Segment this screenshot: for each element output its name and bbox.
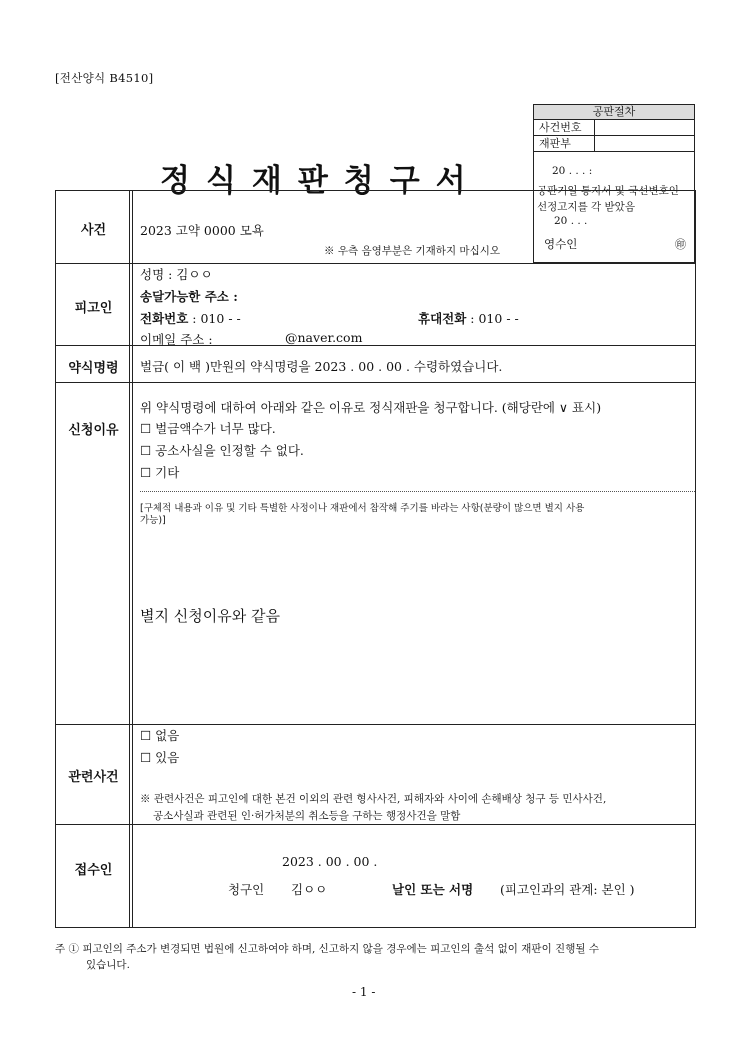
reason-option-3[interactable]: ☐ 기타 bbox=[140, 465, 180, 480]
reason-label: 신청이유 bbox=[68, 423, 119, 438]
case-value: 2023 고약 0000 모욕 bbox=[140, 223, 264, 238]
related-note-line-2: 공소사실과 관련된 인·허가처분의 취소등을 구하는 행정사건을 말함 bbox=[153, 810, 461, 822]
trial-division-row bbox=[534, 136, 694, 152]
detail-hint-line-1: [구체적 내용과 이유 및 기타 특별한 사정이나 재판에서 참작해 주기를 바라는 사항(분량이 많으면 별지 사용 bbox=[140, 503, 585, 514]
mobile-field bbox=[418, 309, 519, 327]
form-code: [전산양식 B4510] bbox=[55, 71, 154, 85]
seal-mark: ㊞ bbox=[675, 238, 686, 251]
receipt-label: 접수인 bbox=[74, 863, 113, 878]
reason-option-1[interactable]: ☐ 벌금액수가 너무 많다. bbox=[140, 421, 276, 436]
page-title: 정식재판청구서 bbox=[160, 163, 482, 199]
reason-intro: 위 약식명령에 대하여 아래와 같은 이유로 정식재판을 청구합니다. (해당란에 ∨ 표시) bbox=[140, 400, 602, 415]
sign-label: 날인 또는 서명 bbox=[392, 882, 474, 897]
reason-option-2[interactable]: ☐ 공소사실을 인정할 수 없다. bbox=[140, 443, 304, 458]
footer-note-line-1: 주 ① 피고인의 주소가 변경되면 법원에 신고하여야 하며, 신고하지 않을 경우에는 피고인의 출석 없이 재판이 진행될 수 bbox=[55, 943, 599, 955]
related-option-exists[interactable]: ☐ 있음 bbox=[140, 750, 180, 765]
phone-field bbox=[140, 309, 241, 327]
court-box-header: 공판절차 bbox=[534, 105, 694, 120]
case-note: ※ 우측 음영부분은 기재하지 마십시오 bbox=[324, 245, 500, 257]
receiver-label: 영수인 bbox=[544, 237, 578, 251]
phone-value: : 010 - - bbox=[192, 311, 241, 326]
related-case-label: 관련사건 bbox=[68, 770, 119, 785]
case-number-label: 사건번호 bbox=[539, 120, 595, 135]
mobile-value: : 010 - - bbox=[470, 311, 519, 326]
notice-date: 20 . . . bbox=[554, 215, 588, 227]
footer-note-line-2: 있습니다. bbox=[86, 959, 130, 971]
page-number: - 1 - bbox=[352, 985, 376, 999]
footer-note bbox=[55, 941, 700, 973]
email-label: 이메일 주소 : bbox=[140, 332, 213, 347]
form-table bbox=[55, 190, 696, 928]
notice-line-1: 공판기일 통지서 및 국선변호인 bbox=[537, 185, 679, 197]
email-value: @naver.com bbox=[285, 330, 363, 345]
phone-label: 전화번호 bbox=[140, 311, 189, 326]
summary-order-label: 약식명령 bbox=[68, 361, 119, 376]
trial-division-label: 재판부 bbox=[539, 136, 595, 151]
notice-line-2: 선정고지를 각 받았음 bbox=[537, 201, 635, 213]
case-label: 사건 bbox=[80, 223, 107, 238]
mobile-label: 휴대전화 bbox=[418, 311, 467, 326]
defendant-label: 피고인 bbox=[74, 301, 113, 316]
applicant-name: 김ㅇㅇ bbox=[291, 882, 328, 897]
case-number-row bbox=[534, 120, 694, 136]
summary-order-text: 벌금( 이 백 )만원의 약식명령을 2023 . 00 . 00 . 수령하였습니다. bbox=[140, 359, 503, 374]
receipt-date: 2023 . 00 . 00 . bbox=[282, 854, 378, 869]
relation-text: (피고인과의 관계: 본인 ) bbox=[500, 882, 635, 897]
hearing-date: 20 . . . : bbox=[552, 165, 593, 177]
reason-detail: 별지 신청이유와 같음 bbox=[140, 607, 280, 625]
applicant-label: 청구인 bbox=[228, 882, 265, 897]
address-label: 송달가능한 주소 : bbox=[140, 289, 238, 304]
related-option-none[interactable]: ☐ 없음 bbox=[140, 728, 180, 743]
detail-hint-line-2: 가능)] bbox=[140, 515, 166, 526]
defendant-name: 성명 : 김ㅇㅇ bbox=[140, 267, 213, 282]
related-note-line-1: ※ 관련사건은 피고인에 대한 본건 이외의 관련 형사사건, 피해자와 사이에 손해배상 청구 등 민사사건, bbox=[140, 793, 607, 805]
